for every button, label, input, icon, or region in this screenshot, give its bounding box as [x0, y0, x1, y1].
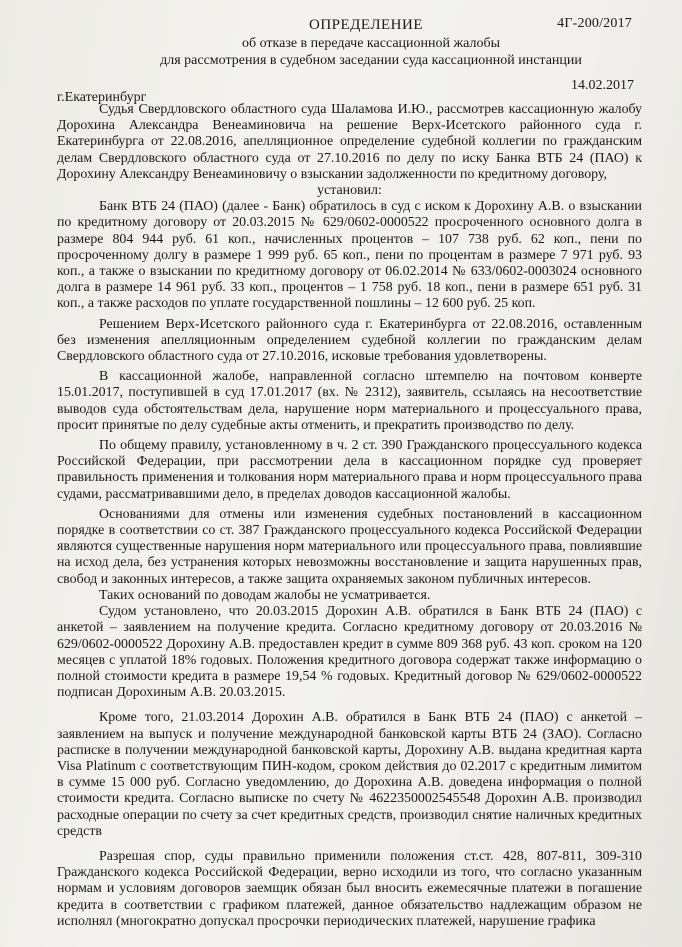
paragraph-cassation-complaint: В кассационной жалобе, направленной согласно штемпелю на почтовом конверте 15.01.2017, поступившей в суд 17.01.2017 (вх. № 2312), заявитель, ссылаясь на несоответствие выводов суда обстоятельствам дела, нарушение норм материального и процессуального права, просит принятые по делу судебные акты отменить, и прекратить производство по делу. [57, 369, 642, 433]
paragraph-resolution: Разрешая спор, суды правильно применили положения ст.ст. 428, 807-811, 309-310 Гражданского кодекса Российской Федерации, верно исходили из того, что согласно указанным нормам и условиям договоров заемщик обязан был вносить ежемесячные платежи в погашение кредита в соответствии с графиком платежей, данное обязательство надлежащим образом не исполнял (многократно допускал просрочки периодических платежей, нарушение графика [57, 848, 642, 929]
paragraph-claim: Банк ВТБ 24 (ПАО) (далее - Банк) обратилось в суд с иском к Дорохину А.В. о взыскании по кредитному договору от 20.03.2015 № 629/0602-0000522 просроченного основного долга в размере 804 944 руб. 61 коп., начисленных процентов – 107 738 руб. 62 коп., пени по просроченному долгу в размере 1 999 руб. 65 коп., пени по процентам в размере 7 971 руб. 93 коп., а также о взыскании по кредитному договору от 06.02.2014 № 633/0602-0003024 основного долга в размере 14 961 руб. 33 коп., процентов – 1 758 руб. 18 коп., пени в размере 651 руб. 31 коп., а также расходов по уплате государственной пошлины – 12 600 руб. 25 коп. [57, 199, 642, 312]
paragraph-decision: Решением Верх-Исетского районного суда г. Екатеринбурга от 22.08.2016, оставленным без изменения апелляционным определением судебной коллегии по гражданским делам Свердловского областного суда от 27.10.2016, исковые требования удовлетворены. [57, 316, 642, 365]
document-subtitle-line1: об отказе в передаче кассационной жалобы [241, 36, 501, 51]
document-body [57, 102, 642, 930]
document-title: ОПРЕДЕЛЕНИЕ [308, 17, 424, 33]
paragraph-credit-card: Кроме того, 21.03.2014 Дорохин А.В. обратился в Банк ВТБ 24 (ПАО) с анкетой – заявлением на выпуск и получение международной банковской карты ВТБ 24 (ЗАО). Согласно расписке в получении международной банковской карты, Дорохину А.В. выдана кредитная карта Visa Platinum с соответствующим ПИН-кодом, сроком действия до 02.2017 с кредитным лимитом в сумме 15 000 руб. Согласно уведомлению, до Дорохина А.В. доведена информация о полной стоимости кредита. Согласно выписке по счету № 4622350002545548 Дорохин А.В. производил расходные операции по счету за счет кредитных средств, производил снятие наличных кредитных средств [57, 710, 642, 839]
document-date: 14.02.2017 [571, 78, 634, 93]
document-city: г.Екатеринбург [57, 90, 147, 105]
paragraph-court-established: Судом установлено, что 20.03.2015 Дорохин А.В. обратился в Банк ВТБ 24 (ПАО) с анкетой – заявлением на получение кредита. Согласно кредитному договору от 20.03.2016 № 629/0602-0000522 Дорохину А.В. предоставлен кредит в сумме 809 368 руб. 43 коп. сроком на 120 месяцев с уплатой 18% годовых. Положения кредитного договора содержат также информацию о полной стоимости кредита в размере 19,54 % годовых. Кредитный договор № 629/0602-0000522 подписан Дорохиным А.В. 20.03.2015. [57, 604, 642, 701]
document-subtitle-line2: для рассмотрения в судебном заседании суда кассационной инстанции [160, 53, 582, 68]
ustanovil-heading: установил: [317, 183, 382, 199]
paragraph-grounds: Основаниями для отмены или изменения судебных постановлений в кассационном порядке в соответствии со ст. 387 Гражданского процессуального кодекса Российской Федерации являются существенные нарушения норм материального или процессуального права, повлиявшие на исход дела, без устранения которых невозможны восстановление и защита нарушенных прав, свобод и законных интересов, а также защита охраняемых законом публичных интересов. [57, 506, 642, 587]
intro-paragraph: Судья Свердловского областного суда Шаламова И.Ю., рассмотрев кассационную жалобу Дорохина Александра Венеаминовича на решение Верх-Исетского районного суда г. Екатеринбурга от 22.08.2016, апелляционное определение судебной коллегии по гражданским делам Свердловского областного суда от 27.10.2016 по делу по иску Банка ВТБ 24 (ПАО) к Дорохину Александру Венеаминовичу о взыскании задолженности по кредитному договору, [57, 102, 642, 182]
case-number: 4Г-200/2017 [557, 16, 632, 31]
paragraph-general-rule: По общему правилу, установленному в ч. 2 ст. 390 Гражданского процессуального кодекса Российской Федерации, при рассмотрении дела в кассационном порядке суд проверяет правильность применения и толкования норм материального права и норм процессуального права судами, рассматривавшими дело, в пределах доводов кассационной жалобы. [57, 438, 642, 502]
document-header [0, 15, 682, 69]
paragraph-no-grounds: Таких оснований по доводам жалобы не усматривается. [99, 587, 431, 603]
